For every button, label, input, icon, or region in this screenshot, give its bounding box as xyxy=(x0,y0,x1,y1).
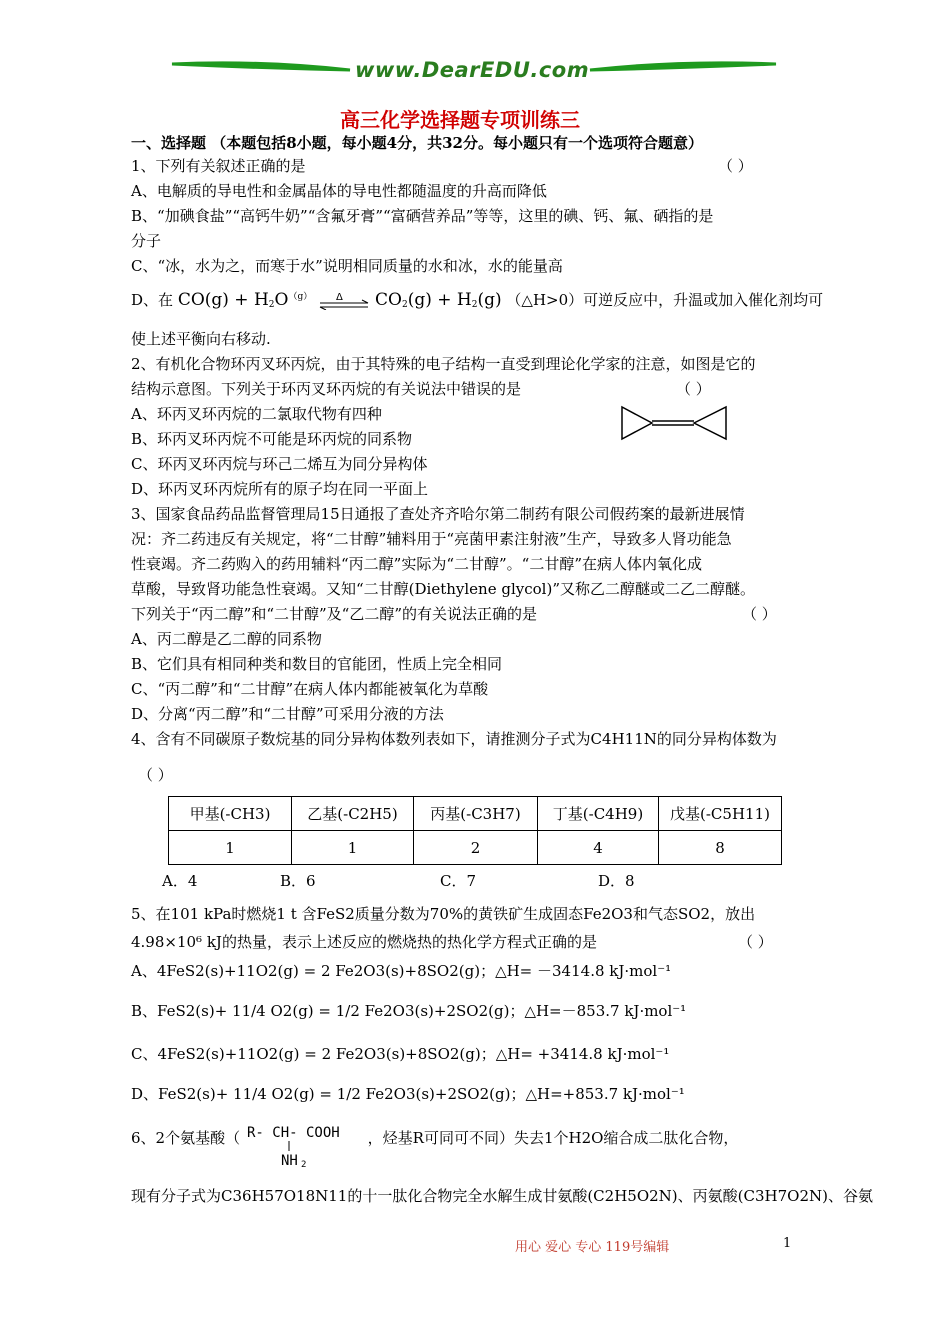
q3-option-c: C、“丙二醇”和“二甘醇”在病人体内都能被氧化为草酸 xyxy=(131,680,489,698)
table-header-cell: 戊基(-C5H11) xyxy=(659,797,782,831)
q6-line2: 现有分子式为C36H57O18N11的十一肽化合物完全水解生成甘氨酸(C2H5O2N)、丙氨酸(C3H7O2N)、谷氨 xyxy=(131,1187,873,1205)
q3-option-b: B、它们具有相同种类和数目的官能团，性质上完全相同 xyxy=(131,655,503,673)
reversible-arrow-icon xyxy=(318,292,370,310)
q1-d-prefix: D、在 xyxy=(131,291,174,309)
q5-option-b: B、FeS2(s)+ 11/4 O2(g) = 1/2 Fe2O3(s)+2SO2(g)；△H=－853.7 kJ·mol⁻¹ xyxy=(131,1002,687,1020)
q3-line3: 性衰竭。齐二药购入的药用辅料“丙二醇”实际为“二甘醇”。“二甘醇”在病人体内氧化成 xyxy=(131,555,703,573)
q3-option-d: D、分离“丙二醇”和“二甘醇”可采用分液的方法 xyxy=(131,705,444,723)
q5-line1: 5、在101 kPa时燃烧1 t 含FeS2质量分数为70%的黄铁矿生成固态Fe2O3和气态SO2，放出 xyxy=(131,905,756,923)
q5-option-c: C、4FeS2(s)+11O2(g) = 2 Fe2O3(s)+8SO2(g)；△H= +3414.8 kJ·mol⁻¹ xyxy=(131,1045,670,1063)
q6-prefix: 6、2个氨基酸（ xyxy=(131,1129,241,1147)
q1-answer-paren: （ ） xyxy=(718,157,753,175)
cyclopropylidenecyclopropane-structure xyxy=(618,403,730,443)
q2-stem-line2: 结构示意图。下列关于环丙叉环丙烷的有关说法中错误的是 xyxy=(131,380,522,398)
table-header-cell: 丁基(-C4H9) xyxy=(538,797,659,831)
q3-line2: 况：齐二药违反有关规定，将“二甘醇”辅料用于“亮菌甲素注射液”生产，导致多人肾功能急 xyxy=(131,530,732,548)
svg-text:2: 2 xyxy=(300,1160,307,1167)
table-header-row xyxy=(169,797,782,831)
q1-stem: 1、下列有关叙述正确的是 xyxy=(131,157,306,175)
q5-option-d: D、FeS2(s)+ 11/4 O2(g) = 1/2 Fe2O3(s)+2SO2(g)；△H=+853.7 kJ·mol⁻¹ xyxy=(131,1085,685,1103)
q4-stem: 4、含有不同碳原子数烷基的同分异构体数列表如下，请推测分子式为C4H11N的同分异构体数为 xyxy=(131,730,777,748)
site-banner[interactable]: www.DearEDU.com xyxy=(355,58,590,82)
section-heading: 一、选择题 （本题包括8小题，每小题4分，共32分。每小题只有一个选项符合题意） xyxy=(131,134,703,152)
q3-answer-paren: （ ） xyxy=(742,605,777,623)
svg-text:NH: NH xyxy=(280,1153,298,1167)
q5-option-a: A、4FeS2(s)+11O2(g) = 2 Fe2O3(s)+8SO2(g)；△H= －3414.8 kJ·mol⁻¹ xyxy=(131,962,672,980)
q1-option-d xyxy=(131,286,823,316)
q2-stem-line1: 2、有机化合物环丙叉环丙烷，由于其特殊的电子结构一直受到理论化学家的注意，如图是它的 xyxy=(131,355,756,373)
q5-line2: 4.98×10⁶ kJ的热量，表示上述反应的燃烧热的热化学方程式正确的是 xyxy=(131,933,597,951)
alkyl-isomer-table xyxy=(168,796,782,865)
q1-d-suffix: （△H>0）可逆反应中，升温或加入催化剂均可 xyxy=(506,291,824,309)
q1-option-b: B、“加碘食盐”“高钙牛奶”“含氟牙膏”“富硒营养品”等等，这里的碘、钙、氟、硒指的是 xyxy=(131,207,714,225)
q3-line1: 3、国家食品药品监督管理局15日通报了查处齐齐哈尔第二制药有限公司假药案的最新进展情 xyxy=(131,505,745,523)
banner-right-swoosh xyxy=(590,63,776,70)
table-cell: 8 xyxy=(659,831,782,865)
table-header-cell: 甲基(-CH3) xyxy=(169,797,292,831)
q2-answer-paren: （ ） xyxy=(676,380,711,398)
footer-text: 用心 爱心 专心 119号编辑 xyxy=(515,1240,670,1255)
table-cell: 2 xyxy=(414,831,538,865)
q4-option-a: A．4 xyxy=(162,872,198,890)
q1-option-d-cont: 使上述平衡向右移动. xyxy=(131,330,271,348)
table-cell: 4 xyxy=(538,831,659,865)
q4-option-b: B．6 xyxy=(280,872,316,890)
q4-answer-paren: （ ） xyxy=(138,766,173,784)
q3-option-a: A、丙二醇是乙二醇的同系物 xyxy=(131,630,322,648)
q3-line5: 下列关于“丙二醇”和“二甘醇”及“乙二醇”的有关说法正确的是 xyxy=(131,605,538,623)
table-cell: 1 xyxy=(169,831,292,865)
q1-option-c: C、“冰，水为之，而寒于水”说明相同质量的水和冰，水的能量高 xyxy=(131,257,563,275)
banner-left-swoosh xyxy=(172,63,350,70)
q6-suffix: ，烃基R可同可不同）失去1个H2O缩合成二肽化合物， xyxy=(367,1129,739,1147)
q1-d-equation: $CO(g) + H_2O^{(g)}$ Δ $CO_2(g) + H_2(g)$ xyxy=(177,290,502,310)
q2-option-c: C、环丙叉环丙烷与环己二烯互为同分异构体 xyxy=(131,455,428,473)
q1-option-a: A、电解质的导电性和金属晶体的导电性都随温度的升高而降低 xyxy=(131,182,547,200)
page-title: 高三化学选择题专项训练三 xyxy=(340,108,580,132)
table-header-cell: 丙基(-C3H7) xyxy=(414,797,538,831)
q5-answer-paren: （ ） xyxy=(738,933,773,951)
table-row xyxy=(169,831,782,865)
table-cell: 1 xyxy=(292,831,414,865)
svg-text:Δ: Δ xyxy=(335,291,343,303)
q6-line1 xyxy=(131,1127,738,1167)
page-number: 1 xyxy=(783,1236,792,1251)
svg-text:R- CH- COOH: R- CH- COOH xyxy=(246,1125,340,1141)
q3-line4: 草酸，导致肾功能急性衰竭。又知“二甘醇(Diethylene glycol)”又称乙二醇醚或二乙二醇醚。 xyxy=(131,580,755,598)
q4-option-c: C．7 xyxy=(440,872,477,890)
q2-option-a: A、环丙叉环丙烷的二氯取代物有四种 xyxy=(131,405,382,423)
q2-option-d: D、环丙叉环丙烷所有的原子均在同一平面上 xyxy=(131,480,429,498)
q4-option-d: D．8 xyxy=(598,872,635,890)
q2-option-b: B、环丙叉环丙烷不可能是环丙烷的同系物 xyxy=(131,430,413,448)
q1-option-b-cont: 分子 xyxy=(131,232,162,250)
table-header-cell: 乙基(-C2H5) xyxy=(292,797,414,831)
amino-acid-structure xyxy=(245,1121,363,1167)
